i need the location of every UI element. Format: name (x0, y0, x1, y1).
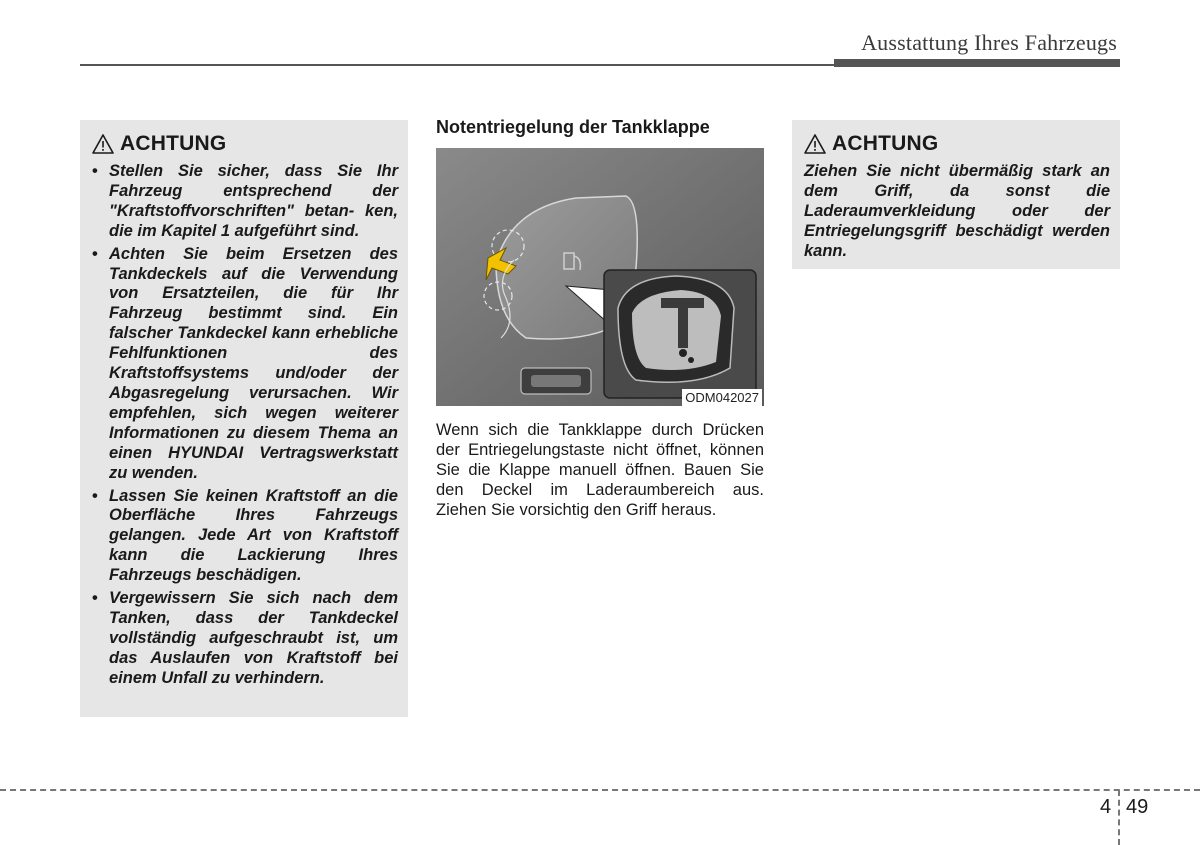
header-accent-bar (834, 59, 1120, 67)
body-paragraph: Wenn sich die Tankklappe durch Drücken der Entriegelungstaste nicht öffnet, können Sie die Klappe manuell öffnen. Bauen Sie den Deckel im Laderaumbereich aus. Ziehen Sie vorsichtig den Griff heraus. (436, 421, 764, 519)
warning-item: • Vergewissern Sie sich nach dem Tanken, dass der Tankdeckel vollständig aufgeschraubt ist, um das Auslaufen von Kraftstoff bei einem Unfall zu verhindern. (92, 589, 398, 689)
warning-item: • Lassen Sie keinen Kraftstoff an die Oberfläche Ihres Fahrzeugs gelangen. Jede Art von Kraftstoff kann die Lackierung Ihres Fahrzeugs beschädigen. (92, 487, 398, 587)
footer-dashed-rule (0, 789, 1200, 791)
fuel-door-release-figure (436, 148, 764, 406)
chapter-number: 4 (1100, 796, 1112, 818)
warning-triangle-icon (92, 134, 114, 154)
warning-text: Ziehen Sie nicht übermäßig stark an dem Griff, da sonst die Laderaumverkleidung oder der Entriegelungsgriff beschädigt werden kann. (804, 162, 1110, 260)
page-header-title: Ausstattung Ihres Fahrzeugs (861, 30, 1117, 55)
warning-item: • Achten Sie beim Ersetzen des Tankdeckels auf die Verwendung von Ersatzteilen, die für Ihr Fahrzeug bestimmt sind. Ein falscher Tankdeckel kann erhebliche Fehlfunktionen des Kraftstoffsystems und/oder der Abgasregelung verursachen. Wir empfehlen, sich wegen weiterer Informationen zu diesem Thema an einen HYUNDAI Vertragswerkstatt zu wenden. (92, 245, 398, 484)
page-number: 49 (1126, 796, 1149, 818)
warning-title: ACHTUNG (120, 132, 227, 155)
warning-triangle-icon (804, 134, 826, 154)
warning-box-right (792, 120, 1120, 269)
warning-header (92, 130, 398, 158)
footer-vertical-dashed-rule (1118, 790, 1120, 845)
warning-item: • Stellen Sie sicher, dass Sie Ihr Fahrzeug entsprechend der "Kraftstoffvorschriften" betan- ken, die im Kapitel 1 aufgeführt sind. (92, 162, 398, 242)
figure-code: ODM042027 (682, 389, 762, 406)
warning-box-left (80, 120, 408, 717)
section-heading: Notentriegelung der Tankklappe (436, 117, 710, 137)
warning-list (92, 162, 398, 689)
warning-title: ACHTUNG (832, 132, 939, 155)
fuel-door-illustration (436, 148, 764, 406)
warning-header (804, 130, 1110, 158)
